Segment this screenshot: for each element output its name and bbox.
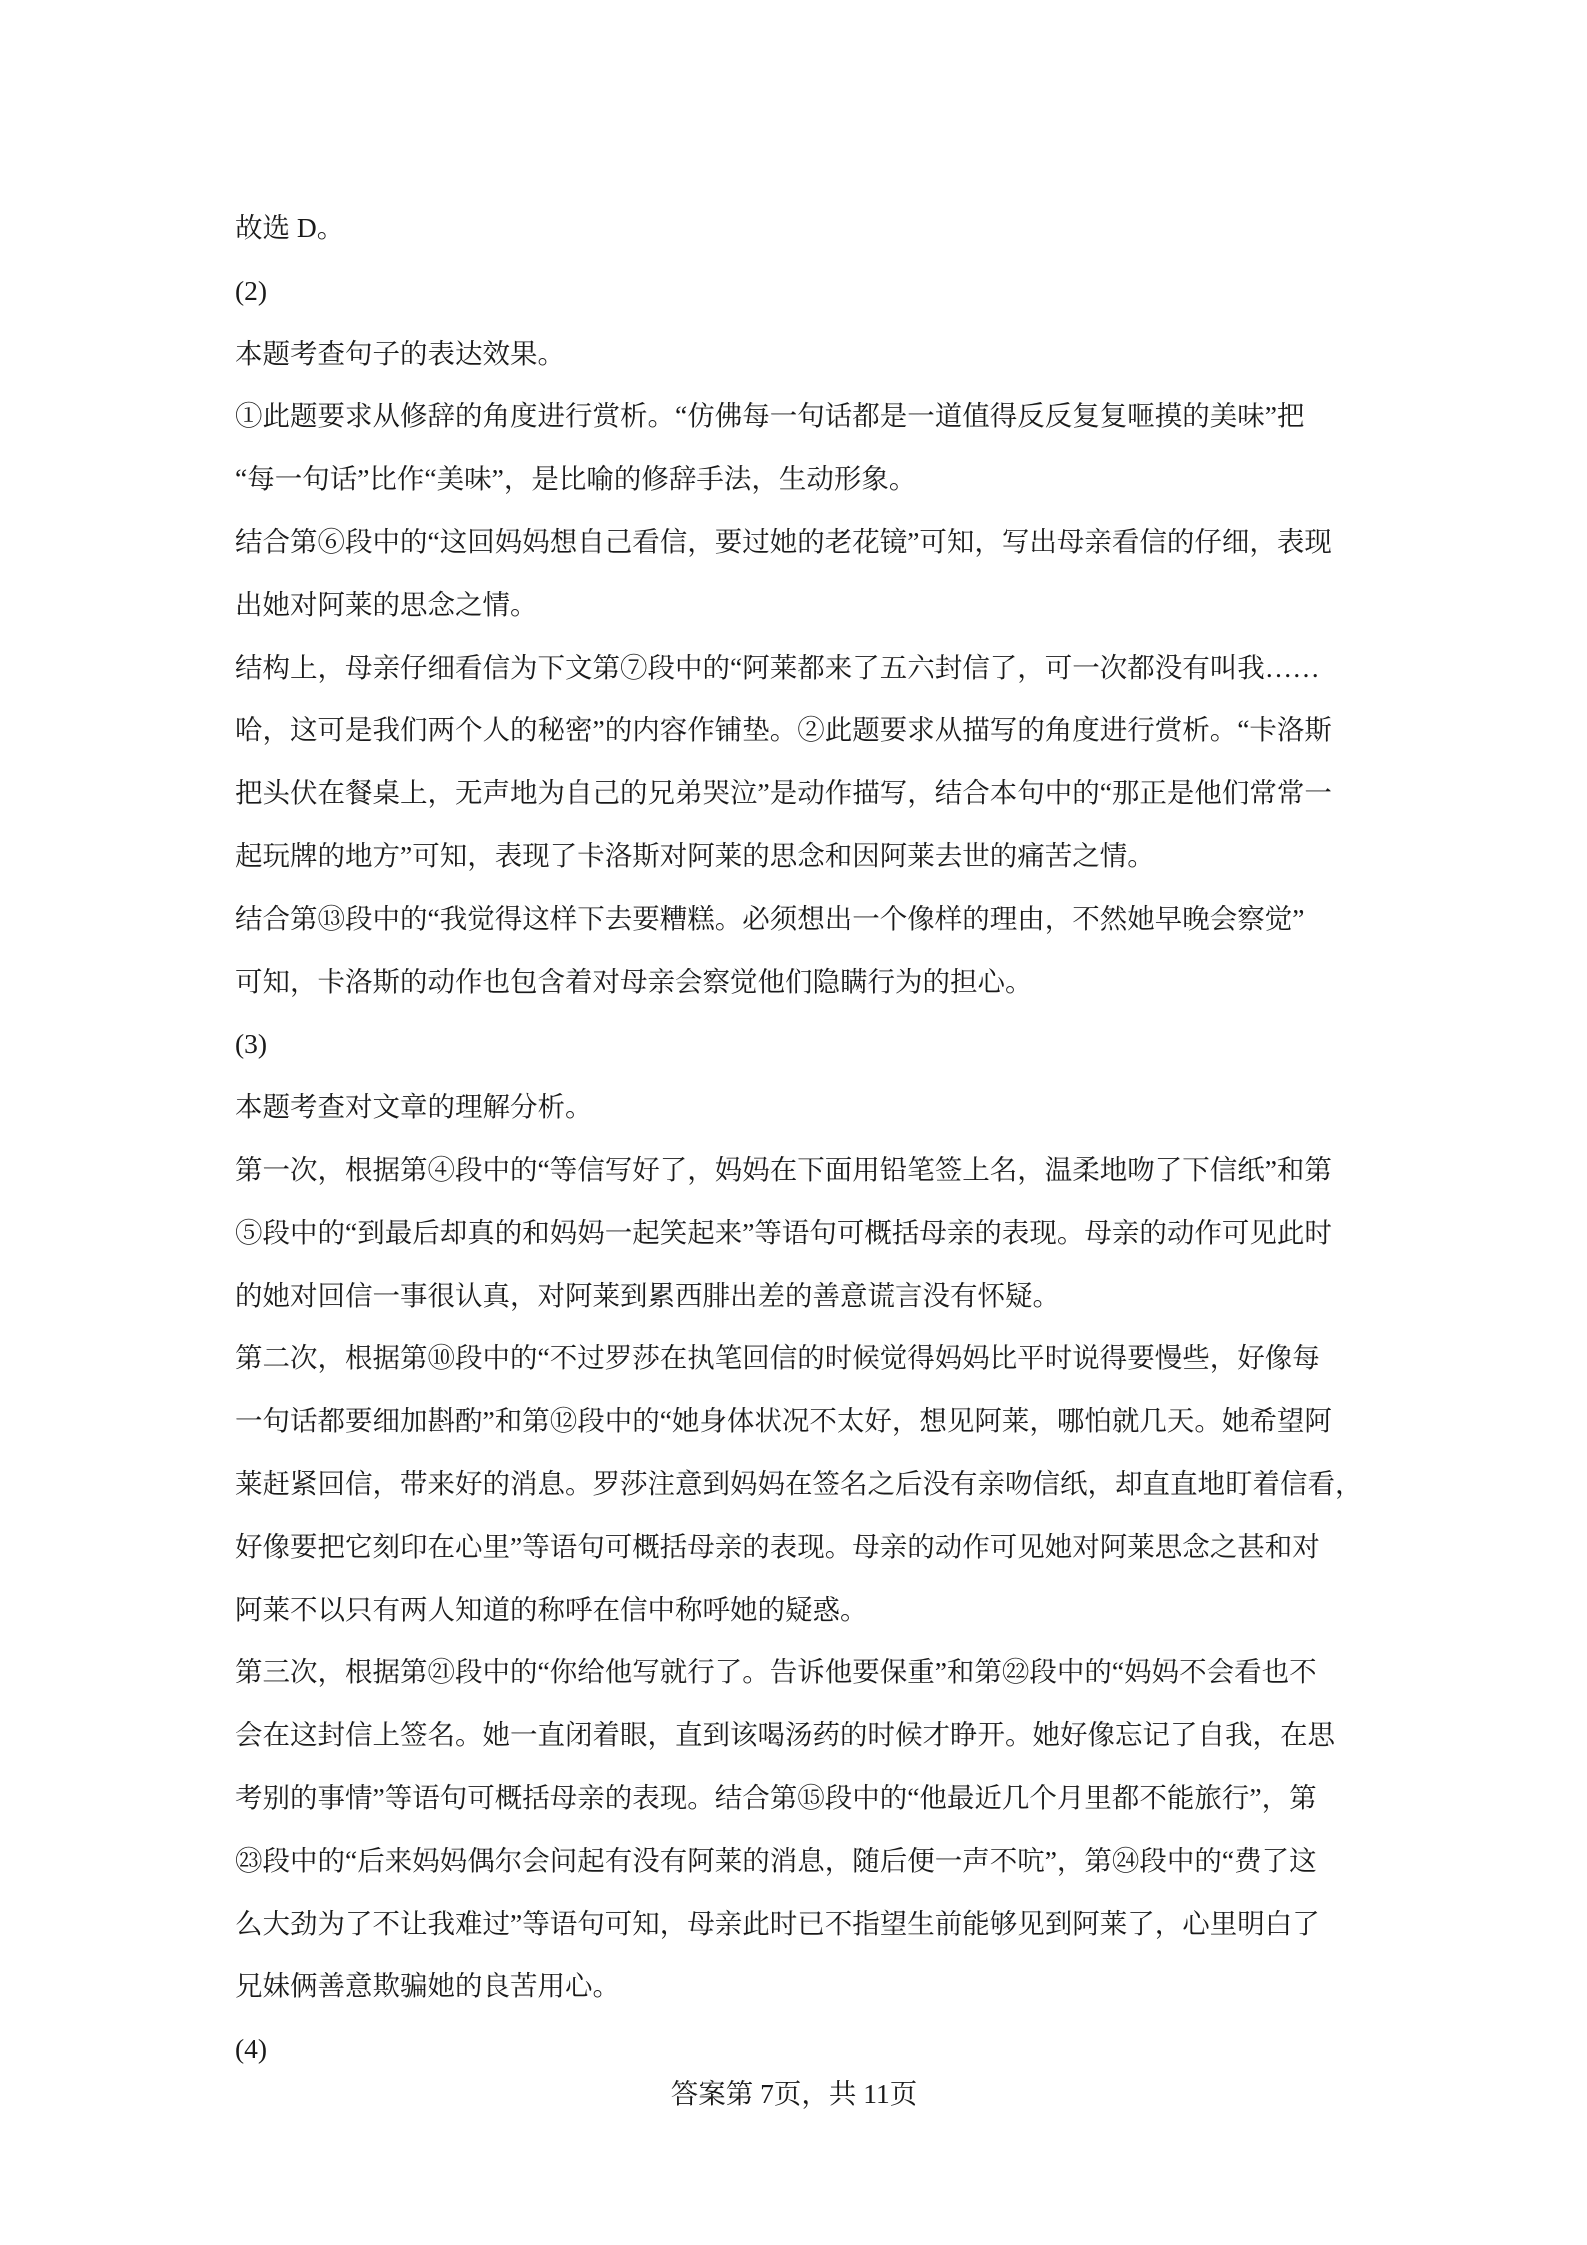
answer-text-block: [235, 197, 1363, 2081]
answer-line: 好像要把它刻印在心里”等语句可概括母亲的表现。母亲的动作可见她对阿莱思念之甚和对: [235, 1530, 1320, 1562]
answer-line: 本题考查句子的表达效果。: [235, 337, 565, 369]
answer-line: 结构上，母亲仔细看信为下文第⑦段中的“阿莱都来了五六封信了，可一次都没有叫我……: [235, 651, 1320, 683]
answer-line: 莱赶紧回信，带来好的消息。罗莎注意到妈妈在签名之后没有亲吻信纸，却直直地盯着信看，: [235, 1467, 1363, 1499]
answer-line: 出她对阿莱的思念之情。: [235, 588, 538, 620]
answer-line: 把头伏在餐桌上，无声地为自己的兄弟哭泣”是动作描写，结合本句中的“那正是他们常常一: [235, 777, 1332, 809]
answer-line: ①此题要求从修辞的角度进行赏析。“仿佛每一句话都是一道值得反反复复咂摸的美味”把: [235, 400, 1305, 432]
answer-line: 哈，这可是我们两个人的秘密”的内容作铺垫。②此题要求从描写的角度进行赏析。“卡洛斯: [235, 714, 1332, 746]
answer-line: 阿莱不以只有两人知道的称呼在信中称呼她的疑惑。: [235, 1593, 868, 1625]
answer-line: 结合第⑥段中的“这回妈妈想自己看信，要过她的老花镜”可知，写出母亲看信的仔细，表现: [235, 525, 1332, 557]
sub-question-number: (2): [235, 274, 268, 306]
sub-question-number: (3): [235, 1028, 268, 1060]
answer-line: 第三次，根据第㉑段中的“你给他写就行了。告诉他要保重”和第㉒段中的“妈妈不会看也不: [235, 1656, 1317, 1688]
answer-line: “每一句话”比作“美味”，是比喻的修辞手法，生动形象。: [235, 463, 917, 495]
answer-line: ㉓段中的“后来妈妈偶尔会问起有没有阿莱的消息，随后便一声不吭”，第㉔段中的“费了这: [235, 1844, 1317, 1876]
answer-line: 故选 D。: [235, 212, 345, 243]
page-footer: 答案第 7页，共 11页: [670, 2078, 918, 2109]
answer-line: 么大劲为了不让我难过”等语句可知，母亲此时已不指望生前能够见到阿莱了，心里明白了: [235, 1907, 1320, 1939]
answer-line: 会在这封信上签名。她一直闭着眼，直到该喝汤药的时候才睁开。她好像忘记了自我，在思: [235, 1719, 1335, 1751]
answer-line: ⑤段中的“到最后却真的和妈妈一起笑起来”等语句可概括母亲的表现。母亲的动作可见此时: [235, 1216, 1332, 1248]
answer-line: 起玩牌的地方”可知，表现了卡洛斯对阿莱的思念和因阿莱去世的痛苦之情。: [235, 839, 1155, 871]
answer-line: 兄妹俩善意欺骗她的良苦用心。: [235, 1970, 620, 2002]
answer-line: 第一次，根据第④段中的“等信写好了，妈妈在下面用铅笔签上名，温柔地吻了下信纸”和第: [235, 1153, 1332, 1185]
sub-question-number: (4): [235, 2033, 268, 2065]
answer-line: 一句话都要细加斟酌”和第⑫段中的“她身体状况不太好，想见阿莱，哪怕就几天。她希望阿: [235, 1405, 1332, 1437]
answer-line: 结合第⑬段中的“我觉得这样下去要糟糕。必须想出一个像样的理由，不然她早晚会察觉”: [235, 902, 1305, 934]
answer-line: 本题考查对文章的理解分析。: [235, 1091, 593, 1123]
answer-line: 的她对回信一事很认真，对阿莱到累西腓出差的善意谎言没有怀疑。: [235, 1279, 1060, 1311]
answer-line: 考别的事情”等语句可概括母亲的表现。结合第⑮段中的“他最近几个月里都不能旅行”，第: [235, 1781, 1317, 1813]
answer-line: 可知，卡洛斯的动作也包含着对母亲会察觉他们隐瞒行为的担心。: [235, 965, 1033, 997]
answer-line: 第二次，根据第⑩段中的“不过罗莎在执笔回信的时候觉得妈妈比平时说得要慢些，好像每: [235, 1342, 1320, 1374]
